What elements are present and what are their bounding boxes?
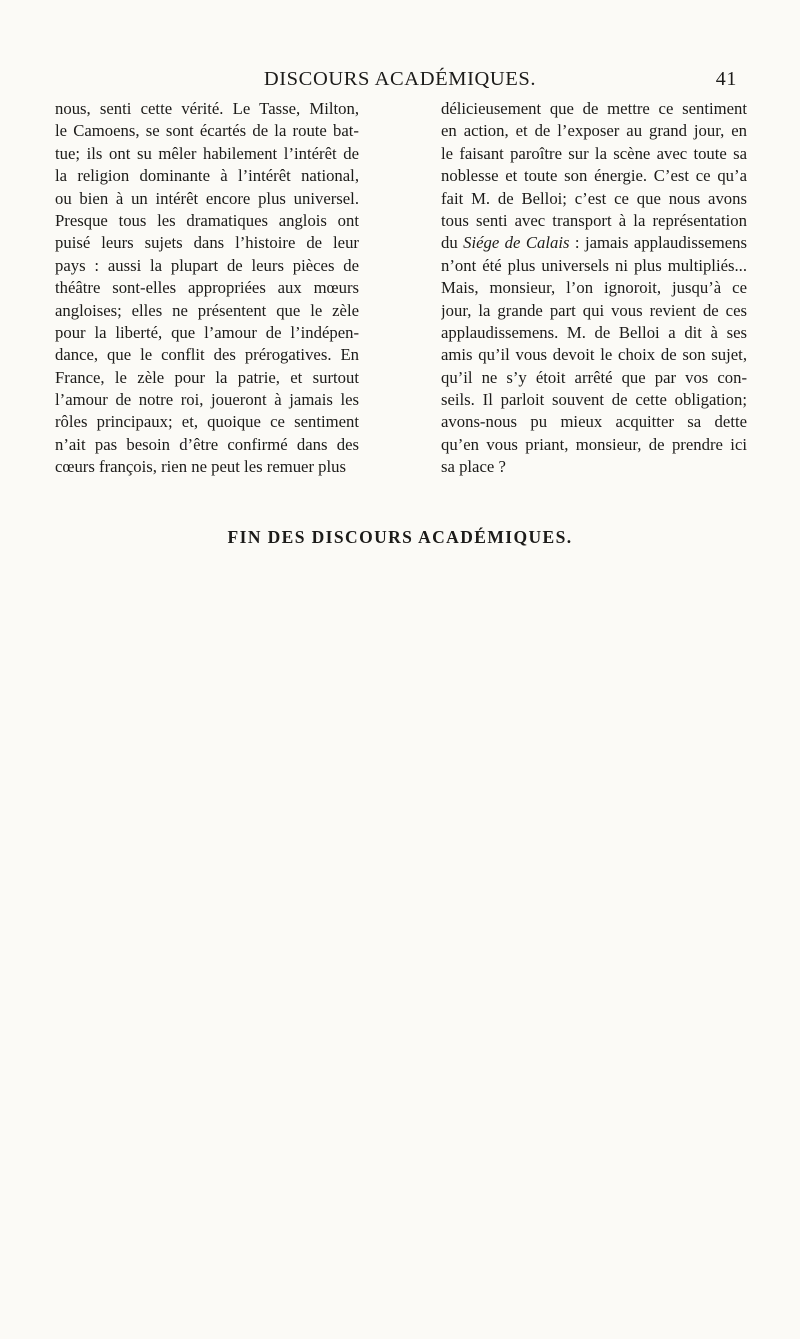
- running-title: DISCOURS ACADÉMIQUES.: [263, 68, 537, 90]
- page-number: 41: [715, 68, 737, 90]
- text-line: France, le zèle pour la patrie, et surtout: [55, 367, 359, 387]
- text-line: théâtre sont-elles appropriées aux mœurs: [55, 278, 359, 298]
- end-title: FIN DES DISCOURS ACADÉMIQUES.: [227, 527, 573, 547]
- text-line: avons-nous pu mieux acquitter sa dette: [441, 412, 747, 432]
- text-line: le Camoens, se sont écartés de la route bat-: [55, 121, 359, 141]
- italic-title: Siége de Calais: [463, 233, 570, 253]
- text-line: angloises; elles ne présentent que le zèle: [55, 300, 359, 320]
- left-text-column: [55, 98, 359, 479]
- text-line: rôles principaux; et, quoique ce sentiment: [55, 412, 359, 432]
- text-line: pays : aussi la plupart de leurs pièces de: [55, 255, 359, 275]
- text-segment: du: [441, 233, 464, 253]
- text-line: qu’en vous priant, monsieur, de prendre ici: [441, 434, 747, 454]
- text-line: puisé leurs sujets dans l’histoire de leur: [55, 233, 359, 253]
- right-text-column: [441, 98, 747, 479]
- text-line: tue; ils ont su mêler habilement l’intérêt de: [55, 143, 359, 163]
- text-line: Presque tous les dramatiques anglois ont: [55, 210, 359, 230]
- text-line: sa place ?: [441, 457, 506, 477]
- running-head: [55, 64, 745, 96]
- text-line: jour, la grande part qui vous revient de ces: [441, 300, 747, 320]
- text-line: cœurs françois, rien ne peut les remuer plus: [55, 457, 347, 477]
- text-line: noblesse et toute son énergie. C’est ce qu’a: [441, 166, 747, 186]
- text-line: dance, que le conflit des prérogatives. En: [55, 345, 359, 365]
- text-line: délicieusement que de mettre ce sentiment: [441, 99, 747, 118]
- text-line: qu’il ne s’y étoit arrêté que par vos con-: [441, 367, 747, 387]
- text-line: Mais, monsieur, l’on ignoroit, jusqu’à ce: [441, 278, 747, 298]
- text-line: l’amour de notre roi, joueront à jamais les: [55, 390, 359, 410]
- text-line: seils. Il parloit souvent de cette obligation;: [441, 390, 747, 410]
- text-line: pour la liberté, que l’amour de l’indépen-: [55, 322, 359, 342]
- text-line: amis qu’il vous devoit le choix de son sujet,: [441, 345, 747, 365]
- text-line: la religion dominante à l’intérêt national,: [55, 166, 359, 186]
- text-line: ou bien à un intérêt encore plus universel.: [55, 188, 359, 208]
- text-line: n’ont été plus universels ni plus multipliés...: [441, 255, 747, 275]
- text-line: le faisant paroître sur la scène avec toute sa: [441, 143, 747, 163]
- text-line: tous senti avec transport à la représentation: [441, 210, 747, 230]
- text-line: n’ait pas besoin d’être confirmé dans des: [55, 434, 359, 454]
- text-line: [441, 232, 747, 254]
- text-line: en action, et de l’exposer au grand jour, en: [441, 121, 747, 141]
- text-segment: : jamais applaudissemens: [569, 233, 747, 253]
- text-line: applaudissemens. M. de Belloi a dit à ses: [441, 322, 747, 342]
- text-line: fait M. de Belloi; c’est ce que nous avons: [441, 188, 747, 208]
- text-line: nous, senti cette vérité. Le Tasse, Milton,: [55, 99, 359, 118]
